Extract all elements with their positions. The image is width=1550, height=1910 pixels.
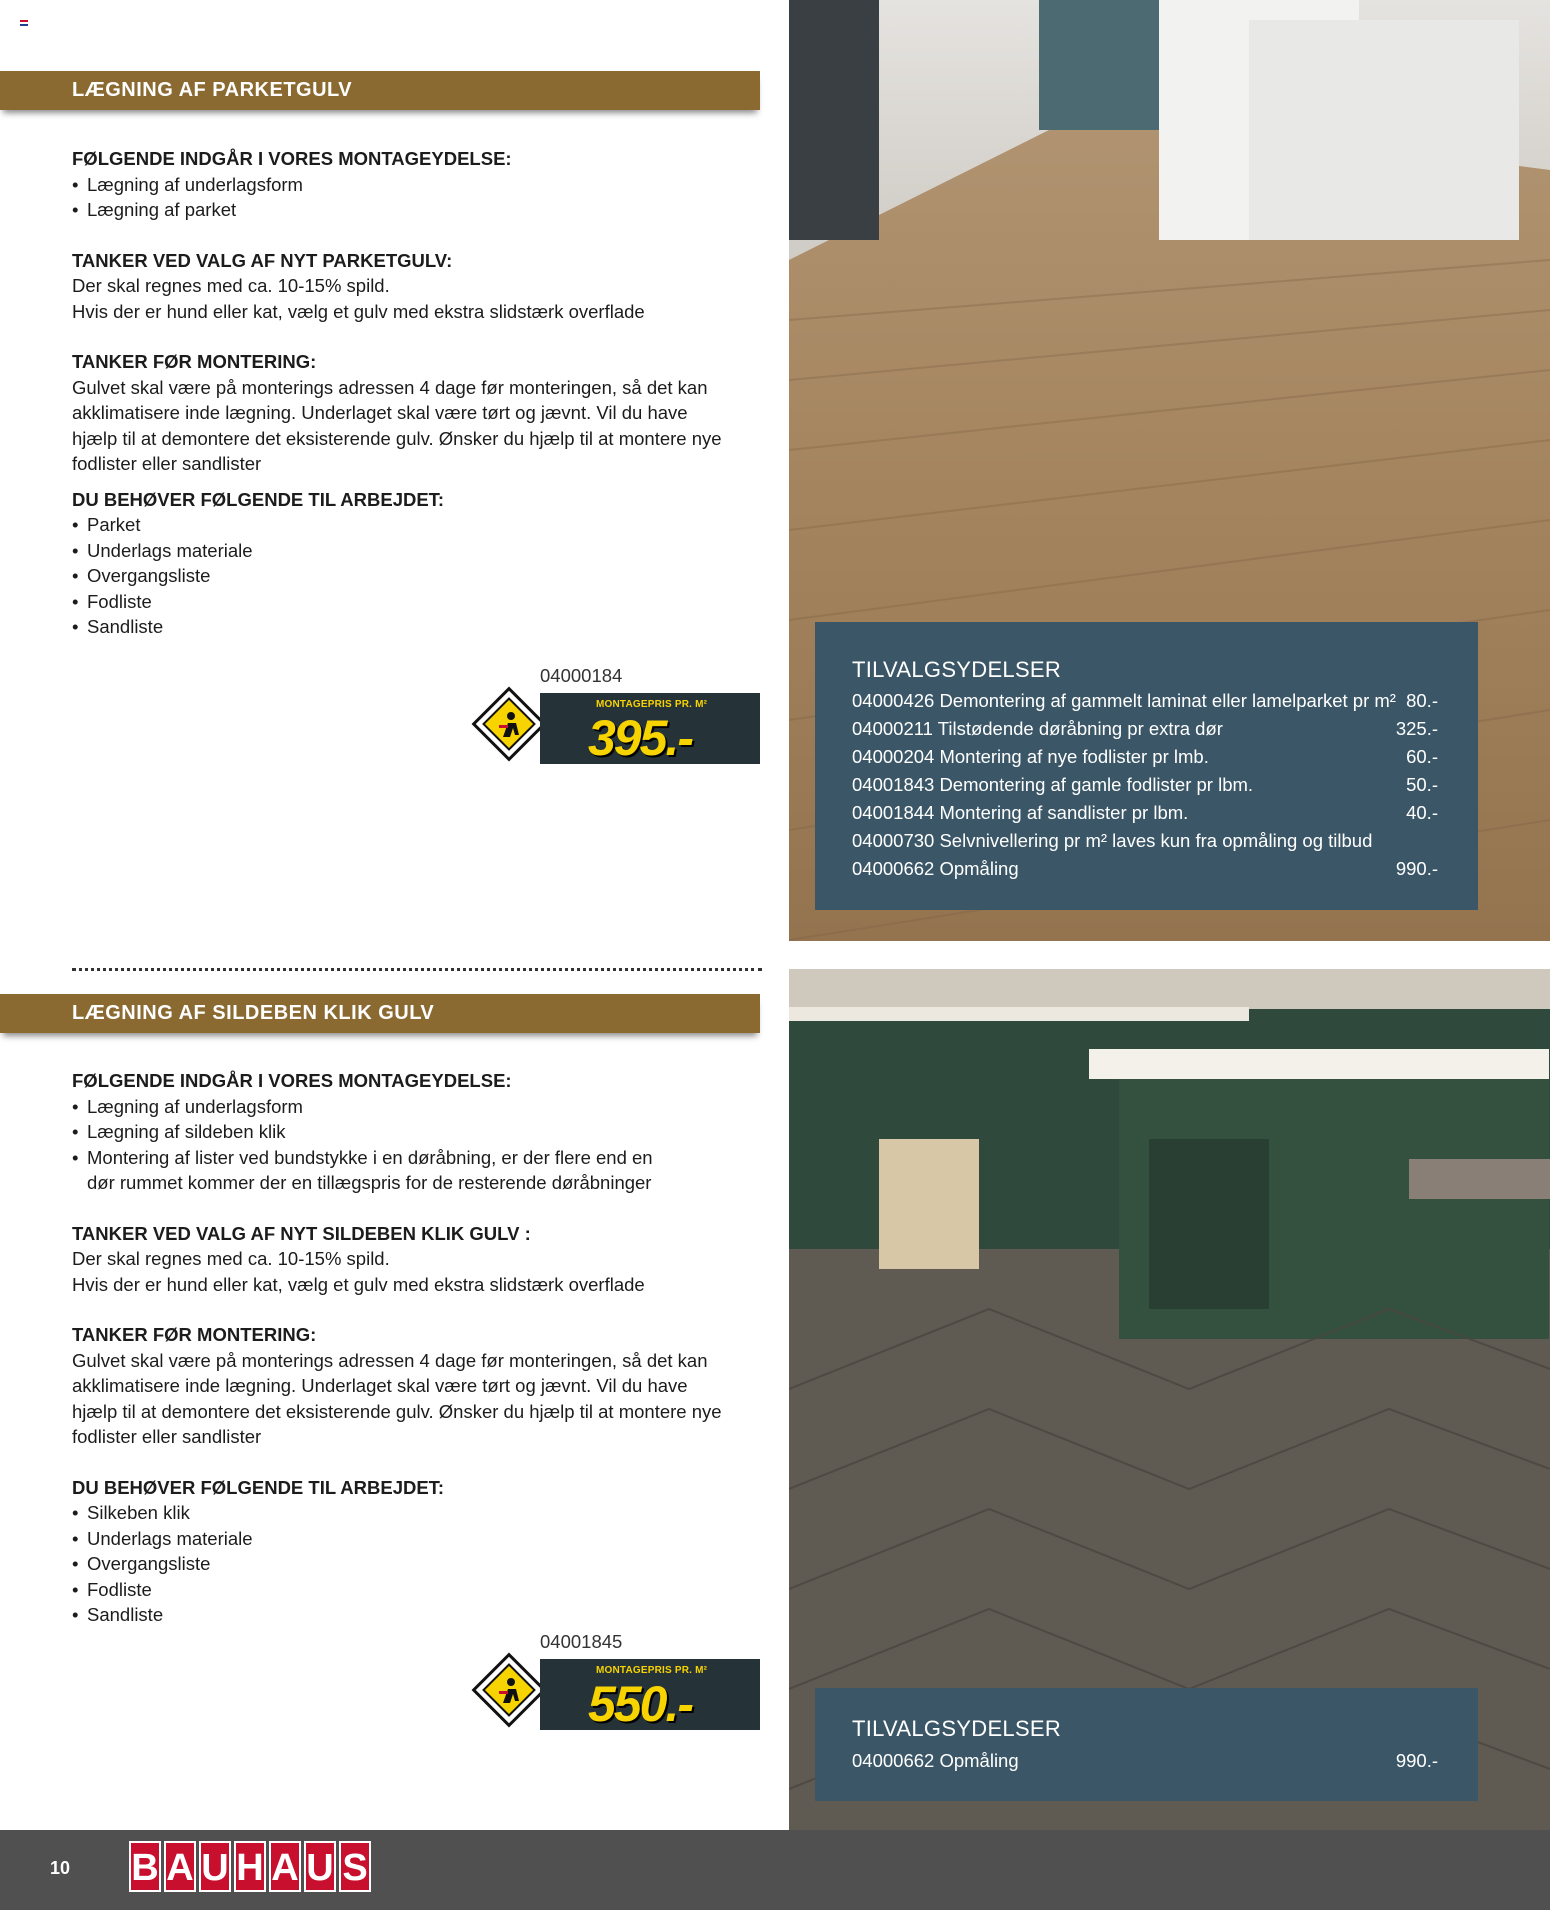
bullet-list	[72, 1094, 732, 1196]
thoughts-choice-block	[72, 248, 732, 325]
option-amount: 60.-	[1406, 746, 1438, 767]
options-title: TILVALGSYDELSER	[852, 657, 1062, 682]
bauhaus-logo[interactable]	[129, 1841, 371, 1892]
thoughts-before-block	[72, 349, 732, 477]
logo-letter: A	[164, 1841, 196, 1892]
option-row	[852, 855, 1438, 883]
logo-letter: B	[129, 1841, 161, 1892]
section-divider	[72, 968, 762, 971]
option-amount: 40.-	[1406, 802, 1438, 823]
option-row	[852, 687, 1438, 715]
list-item: • Overgangsliste	[72, 563, 732, 589]
logo-letter: H	[234, 1841, 266, 1892]
options-panel	[815, 1688, 1478, 1801]
price-box	[540, 693, 760, 764]
block-line: Hvis der er hund eller kat, vælg et gulv med ekstra slidstærk overflade	[72, 1273, 645, 1295]
block-line: Der skal regnes med ca. 10-15% spild.	[72, 1248, 390, 1269]
banner-title: LÆGNING AF PARKETGULV	[72, 79, 353, 101]
product-code: 04001845	[540, 1631, 623, 1652]
block-line: Der skal regnes med ca. 10-15% spild.	[72, 275, 390, 296]
option-row	[852, 799, 1438, 827]
option-text: 04001843 Demontering af gamle fodlister pr lbm.	[852, 774, 1254, 795]
included-block	[72, 1068, 732, 1196]
banner-title: LÆGNING AF SILDEBEN KLIK GULV	[72, 1002, 435, 1024]
list-item: • Sandliste	[72, 614, 732, 640]
list-item: • Lægning af underlagsform	[72, 1094, 732, 1120]
option-amount: 990.-	[1395, 1750, 1438, 1771]
logo-letter: A	[269, 1841, 301, 1892]
logo-letter: U	[304, 1841, 336, 1892]
list-item: • Lægning af parket	[72, 197, 732, 223]
included-block	[72, 146, 732, 223]
option-row	[852, 827, 1438, 855]
section-text-parket	[72, 146, 732, 665]
option-row	[852, 1747, 1438, 1775]
block-heading: FØLGENDE INDGÅR I VORES MONTAGEYDELSE:	[72, 148, 512, 169]
block-heading: TANKER FØR MONTERING:	[72, 1324, 317, 1345]
options-list	[852, 1747, 1438, 1775]
option-amount: 990.-	[1395, 858, 1438, 879]
option-row	[852, 715, 1438, 743]
list-item: • Parket	[72, 512, 732, 538]
list-item: • Sandliste	[72, 1602, 732, 1628]
logo-letter: S	[339, 1841, 371, 1892]
list-item: • Fodliste	[72, 589, 732, 615]
option-text: 04000204 Montering af nye fodlister pr lmb.	[852, 746, 1209, 767]
bullet-list	[72, 1500, 732, 1628]
needs-block	[72, 487, 732, 640]
list-item: • Silkeben klik	[72, 1500, 732, 1526]
needs-block	[72, 1475, 732, 1628]
options-title: TILVALGSYDELSER	[852, 1716, 1062, 1741]
block-heading: FØLGENDE INDGÅR I VORES MONTAGEYDELSE:	[72, 1070, 512, 1091]
list-item: • Fodliste	[72, 1577, 732, 1603]
option-amount: 50.-	[1406, 774, 1438, 795]
option-amount: 325.-	[1395, 718, 1438, 739]
option-text: 04000730 Selvnivellering pr m² laves kun fra opmåling og tilbud	[852, 830, 1373, 851]
bullet-list	[72, 512, 732, 640]
option-text: 04000662 Opmåling	[852, 858, 1019, 879]
block-heading: TANKER VED VALG AF NYT SILDEBEN KLIK GULV :	[72, 1222, 531, 1244]
page-footer	[0, 1830, 1550, 1910]
option-text: 04001844 Montering af sandlister pr lbm.	[852, 802, 1189, 823]
block-heading: TANKER FØR MONTERING:	[72, 351, 317, 372]
block-line: Hvis der er hund eller kat, vælg et gulv med ekstra slidstærk overflade	[72, 300, 645, 322]
block-paragraph: Gulvet skal være på monterings adressen 4 dage før monteringen, så det kan akklimatisere inde lægning. Underlaget skal være tørt og jævnt. Vil du have hjælp til at demontere det eksisterende gulv. Ønsker du hjælp til at montere nye fodlister eller sandlister	[72, 376, 722, 474]
option-text: 04000662 Opmåling	[852, 1750, 1019, 1771]
installation-badge-icon	[470, 685, 548, 763]
price-label: MONTAGEPRIS PR. M²	[596, 699, 708, 710]
logo-letter: U	[199, 1841, 231, 1892]
price-label: MONTAGEPRIS PR. M²	[596, 1665, 708, 1676]
section-banner-parket	[0, 71, 760, 110]
page-number: 10	[50, 1858, 71, 1878]
option-row	[852, 743, 1438, 771]
option-text: 04000426 Demontering af gammelt laminat eller lamelparket pr m²	[852, 690, 1396, 711]
price-box	[540, 1659, 760, 1730]
list-item: • Underlags materiale	[72, 538, 732, 564]
flag-icon	[20, 20, 28, 26]
price-value: 395.-	[588, 710, 692, 766]
block-heading: DU BEHØVER FØLGENDE TIL ARBEJDET:	[72, 488, 445, 510]
block-heading: TANKER VED VALG AF NYT PARKETGULV:	[72, 249, 453, 271]
list-item: • Overgangsliste	[72, 1551, 732, 1577]
block-heading: DU BEHØVER FØLGENDE TIL ARBEJDET:	[72, 1476, 445, 1498]
bullet-list	[72, 172, 732, 223]
section-banner-sildeben	[0, 994, 760, 1033]
list-item: • Lægning af underlagsform	[72, 172, 732, 198]
option-row	[852, 771, 1438, 799]
block-paragraph: Gulvet skal være på monterings adressen 4 dage før monteringen, så det kan akklimatisere inde lægning. Underlaget skal være tørt og jævnt. Vil du have hjælp til at demontere det eksisterende gulv. Ønsker du hjælp til at montere nye fodlister eller sandlister	[72, 1349, 722, 1447]
thoughts-before-block	[72, 1322, 732, 1450]
product-code: 04000184	[540, 665, 623, 686]
option-text: 04000211 Tilstødende døråbning pr extra dør	[852, 718, 1223, 739]
thoughts-choice-block	[72, 1221, 732, 1298]
options-list	[852, 687, 1438, 883]
section-text-sildeben	[72, 1068, 732, 1653]
list-item: • Lægning af sildeben klik	[72, 1119, 732, 1145]
option-amount: 80.-	[1406, 690, 1438, 711]
installation-badge-icon	[470, 1651, 548, 1729]
list-item: • Montering af lister ved bundstykke i en døråbning, er der flere end en dør rummet kommer der en tillægspris for de resterende døråbninger	[72, 1145, 732, 1196]
options-panel	[815, 622, 1478, 910]
price-value: 550.-	[588, 1676, 692, 1732]
list-item: • Underlags materiale	[72, 1526, 732, 1552]
